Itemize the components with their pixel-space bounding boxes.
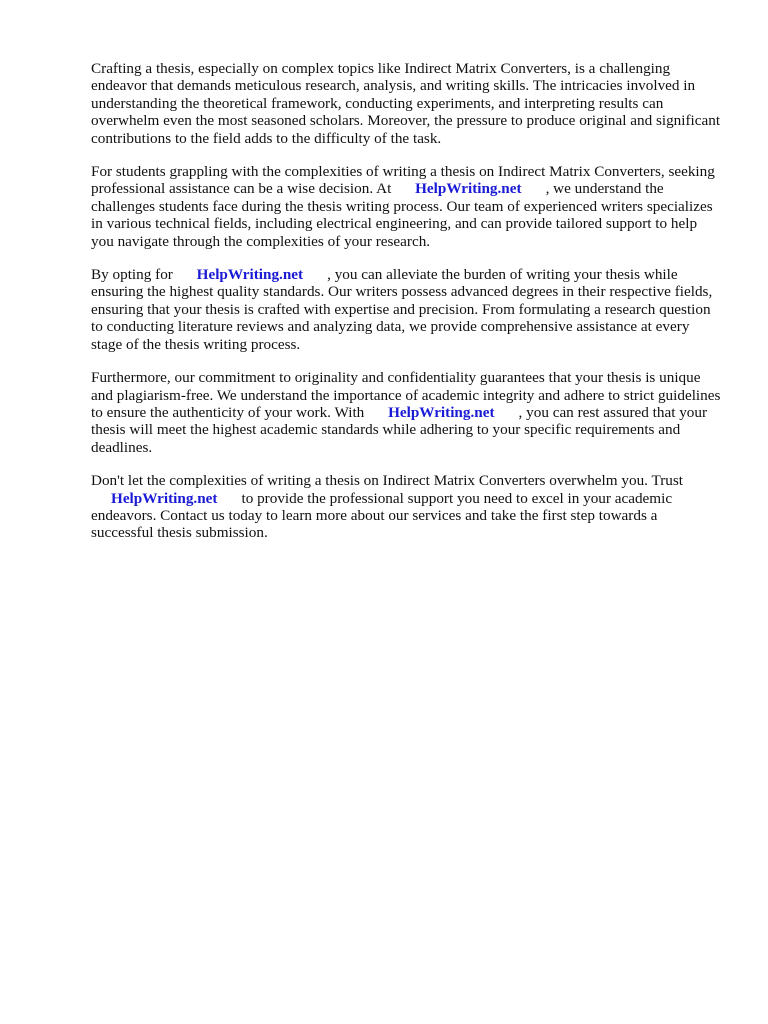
paragraph-intro-text: Crafting a thesis, especially on complex topics like Indirect Matrix Converters, is a challenging endeavor that demands meticulous research, analysis, and writing skills. The intricacies involved in understanding the theoretical framework, conducting experiments, and interpreting results can overwhelm even the most seasoned scholars. Moreover, the pressure to produce original and significant contributions to the field adds to the difficulty of the task. xyxy=(91,60,721,147)
helpwriting-link-2[interactable]: HelpWriting.net xyxy=(196,266,304,284)
paragraph-benefits xyxy=(91,266,723,353)
paragraph-originality-text-after: , you can rest assured that your thesis will meet the highest academic standards while adhering to your specific requirements and deadlines. xyxy=(91,403,708,456)
paragraph-benefits-text-before: By opting for xyxy=(91,266,173,284)
paragraph-closing-text-before: Don't let the complexities of writing a thesis on Indirect Matrix Converters overwhelm you. Trust xyxy=(91,472,684,490)
paragraph-benefits-text-after: , you can alleviate the burden of writing your thesis while ensuring the highest quality standards. Our writers possess advanced degrees in their respective fields, ensuring that your thesis is crafted with expertise and precision. From formulating a research question to conducting literature reviews and analyzing data, we provide comprehensive assistance at every stage of the thesis writing process. xyxy=(91,266,713,353)
helpwriting-link-1[interactable]: HelpWriting.net xyxy=(415,180,522,198)
paragraph-originality-text-before: Furthermore, our commitment to originality and confidentiality guarantees that your thesis is unique and plagiarism-free. We understand the importance of academic integrity and adhere to strict guidelines to ensure the authenticity of your work. With xyxy=(91,369,721,421)
paragraph-assistance-text-after: , we understand the challenges students face during the thesis writing process. Our team of experienced writers specializes in various technical fields, including electrical engineering, and can provide tailored support to help you navigate through the complexities of your research. xyxy=(91,180,713,250)
paragraph-intro xyxy=(91,60,723,147)
paragraph-originality xyxy=(91,369,723,456)
helpwriting-link-4[interactable]: HelpWriting.net xyxy=(111,489,218,507)
paragraph-assistance xyxy=(91,163,723,250)
paragraph-closing xyxy=(91,472,723,542)
document-body xyxy=(91,60,723,558)
paragraph-closing-text-after: to provide the professional support you need to excel in your academic endeavors. Contact us today to learn more about our services and take the first step towards a successful thesis submission. xyxy=(91,489,673,542)
helpwriting-link-3[interactable]: HelpWriting.net xyxy=(388,403,495,421)
paragraph-assistance-text-before: For students grappling with the complexities of writing a thesis on Indirect Matrix Converters, seeking professional assistance can be a wise decision. At xyxy=(91,163,715,198)
